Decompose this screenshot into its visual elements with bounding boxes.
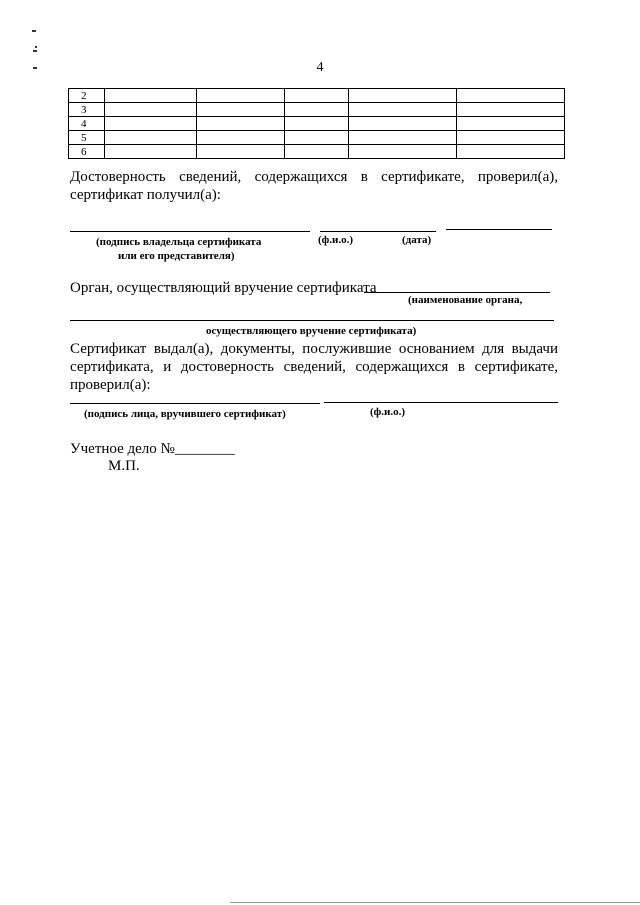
caption-signature-issuer: (подпись лица, вручившего сертификат)	[84, 408, 286, 420]
table-cell	[197, 103, 285, 117]
table-row	[69, 131, 565, 145]
table-cell	[457, 131, 565, 145]
table-cell	[457, 117, 565, 131]
scan-mark	[33, 50, 37, 52]
caption-fio: (ф.и.о.)	[318, 234, 354, 246]
caption-representative: или его представителя)	[118, 250, 235, 262]
signature-issuer-line	[70, 403, 320, 404]
table-cell	[105, 117, 197, 131]
table-cell	[285, 117, 349, 131]
table-row	[69, 145, 565, 159]
table-cell	[349, 103, 457, 117]
table-cell	[285, 145, 349, 159]
issued-line-1: Сертификат выдал(а), документы, послужившие основанием для выдачи	[70, 341, 558, 357]
received-line-1: Достоверность сведений, содержащихся в сертификате, проверил(а),	[70, 169, 558, 185]
table-cell	[349, 145, 457, 159]
signature-line	[70, 231, 310, 232]
caption-issuer-name-cont: осуществляющего вручение сертификата)	[206, 325, 417, 337]
caption-issuer-name: (наименование органа,	[408, 294, 523, 306]
table-cell	[197, 131, 285, 145]
caption-date: (дата)	[402, 234, 432, 246]
table-cell	[197, 89, 285, 103]
table-cell	[105, 131, 197, 145]
page-bottom-edge	[230, 902, 640, 903]
table-cell	[197, 145, 285, 159]
row-number: 2	[69, 89, 105, 103]
stamp-placeholder: М.П.	[108, 458, 140, 474]
row-number: 3	[69, 103, 105, 117]
scan-mark	[35, 46, 37, 48]
table-cell	[285, 131, 349, 145]
table-cell	[349, 117, 457, 131]
received-line-2: сертификат получил(а):	[70, 187, 221, 203]
table-row	[69, 103, 565, 117]
row-number: 4	[69, 117, 105, 131]
page-number: 4	[316, 60, 324, 75]
caption-fio-issuer: (ф.и.о.)	[370, 406, 406, 418]
fio-issuer-line	[324, 402, 558, 403]
issuer-line	[364, 292, 550, 293]
date-line	[446, 229, 552, 230]
issuer-line-2	[70, 320, 554, 321]
certificate-table	[68, 88, 565, 159]
fio-line	[320, 231, 436, 232]
table-cell	[349, 89, 457, 103]
scan-mark	[32, 30, 36, 32]
table-cell	[105, 89, 197, 103]
row-number: 6	[69, 145, 105, 159]
table-cell	[105, 103, 197, 117]
caption-signature-owner: (подпись владельца сертификата	[96, 236, 262, 248]
table-cell	[105, 145, 197, 159]
account-label: Учетное дело №________	[70, 441, 235, 457]
table-cell	[457, 89, 565, 103]
table-cell	[285, 103, 349, 117]
issued-line-2: сертификата, и достоверность сведений, содержащихся в сертификате,	[70, 359, 558, 375]
table-row	[69, 89, 565, 103]
table-cell	[457, 103, 565, 117]
table-cell	[197, 117, 285, 131]
table-cell	[285, 89, 349, 103]
row-number: 5	[69, 131, 105, 145]
issued-line-3: проверил(а):	[70, 377, 151, 393]
table-row	[69, 117, 565, 131]
table-cell	[349, 131, 457, 145]
table-cell	[457, 145, 565, 159]
issuer-label: Орган, осуществляющий вручение сертификата	[70, 280, 377, 296]
